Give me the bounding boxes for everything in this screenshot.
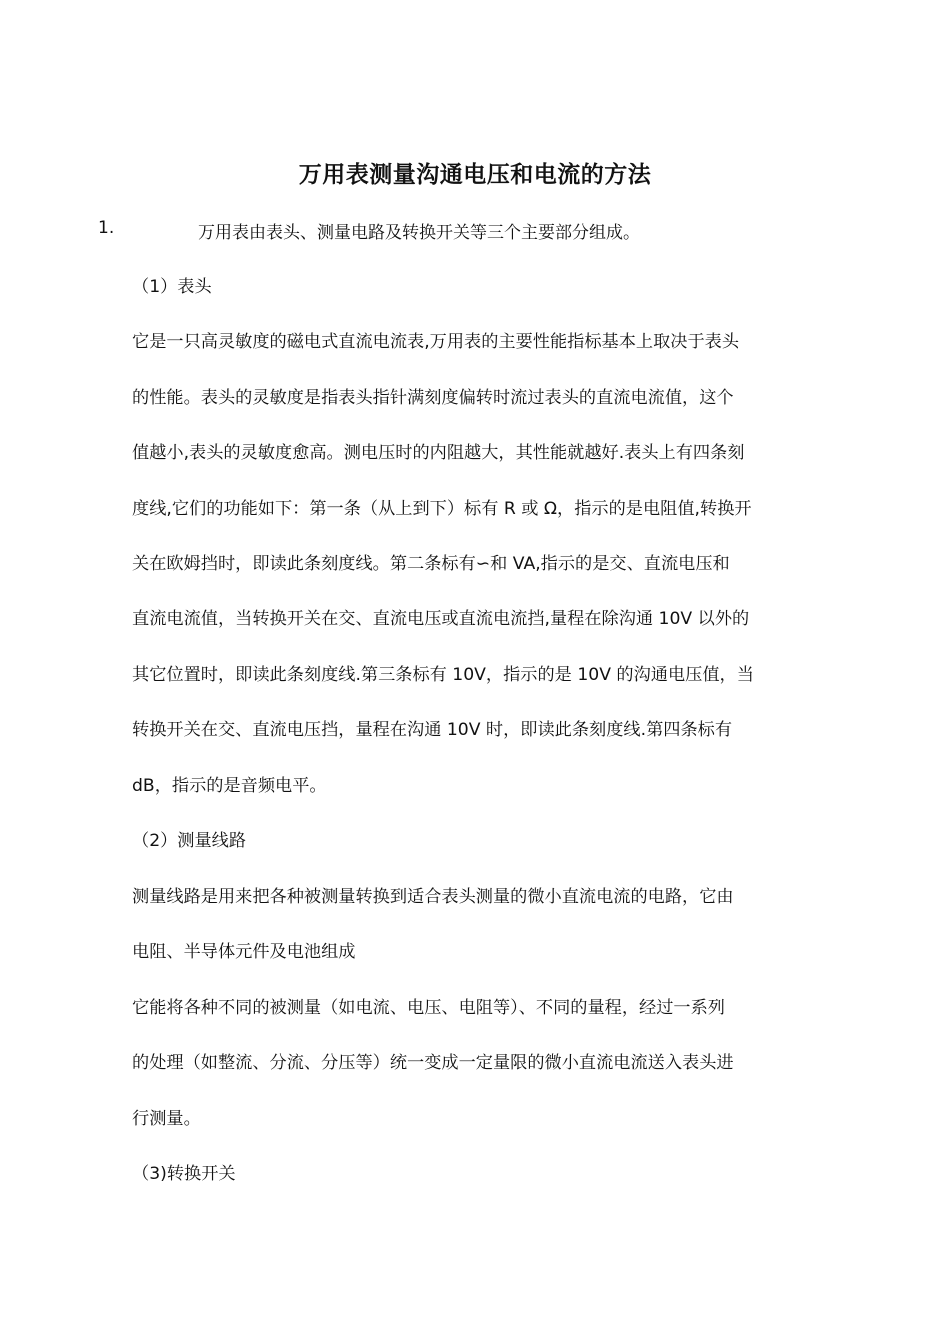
paragraph-line: 值越小,表头的灵敏度愈高。测电压时的内阻越大，其性能就越好.表头上有四条刻	[132, 443, 745, 463]
paragraph-line: 的处理（如整流、分流、分压等）统一变成一定量限的微小直流电流送入表头进	[132, 1053, 734, 1073]
section-heading-switch: （3)转换开关	[132, 1164, 236, 1184]
paragraph-line: 它是一只高灵敏度的磁电式直流电流表,万用表的主要性能指标基本上取决于表头	[132, 332, 740, 352]
paragraph-line: 的性能。表头的灵敏度是指表头指针满刻度偏转时流过表头的直流电流值，这个	[132, 388, 734, 408]
paragraph-line: 它能将各种不同的被测量（如电流、电压、电阻等）、不同的量程，经过一系列	[132, 998, 725, 1018]
paragraph-line: 电阻、半导体元件及电池组成	[132, 942, 356, 962]
paragraph-line: dB，指示的是音频电平。	[132, 776, 327, 796]
paragraph-line: 直流电流值，当转换开关在交、直流电压或直流电流挡,量程在除沟通 10V 以外的	[132, 609, 750, 629]
paragraph-line: 其它位置时，即读此条刻度线.第三条标有 10V，指示的是 10V 的沟通电压值，当	[132, 665, 754, 685]
paragraph-line: 关在欧姆挡时，即读此条刻度线。第二条标有∽和 VA,指示的是交、直流电压和	[132, 554, 730, 574]
item-text: 万用表由表头、测量电路及转换开关等三个主要部分组成。	[198, 223, 640, 243]
document-title: 万用表测量沟通电压和电流的方法	[298, 162, 652, 188]
section-heading-meter-head: （1）表头	[132, 277, 212, 297]
item-number: 1.	[98, 218, 115, 238]
paragraph-line: 测量线路是用来把各种被测量转换到适合表头测量的微小直流电流的电路，它由	[132, 887, 734, 907]
paragraph-line: 行测量。	[132, 1109, 201, 1129]
paragraph-line: 度线,它们的功能如下：第一条（从上到下）标有 R 或 Ω，指示的是电阻值,转换开	[132, 499, 752, 519]
paragraph-line: 转换开关在交、直流电压挡，量程在沟通 10V 时，即读此条刻度线.第四条标有	[132, 720, 733, 740]
section-heading-measuring-circuit: （2）测量线路	[132, 831, 247, 851]
